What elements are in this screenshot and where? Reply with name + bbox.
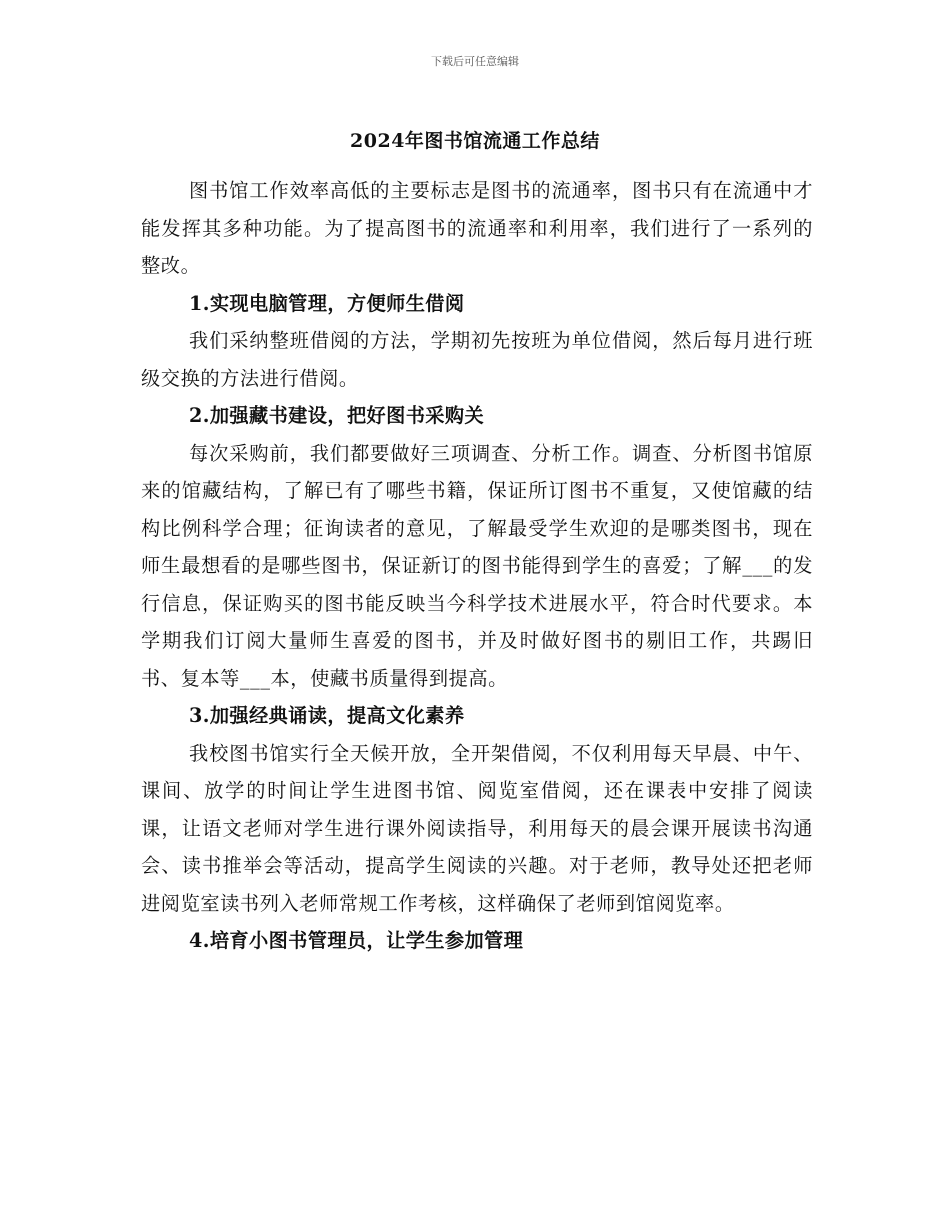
section-paragraph-3: 我校图书馆实行全天候开放，全开架借阅，不仅利用每天早晨、中午、课间、放学的时间让学生进图书馆、阅览室借阅，还在课表中安排了阅读课，让语文老师对学生进行课外阅读指导，利用每天的晨会课开展读书沟通会、读书推举会等活动，提高学生阅读的兴趣。对于老师，教导处还把老师进阅览室读书列入老师常规工作考核，这样确保了老师到馆阅览率。 [141,741,813,915]
section-paragraph-2: 每次采购前，我们都要做好三项调查、分析工作。调查、分析图书馆原来的馆藏结构，了解已有了哪些书籍，保证所订图书不重复，又使馆藏的结构比例科学合理；征询读者的意见，了解最受学生欢迎的是哪类图书，现在师生最想看的是哪些图书，保证新订的图书能得到学生的喜爱；了解___的发行信息，保证购买的图书能反映当今科学技术进展水平，符合时代要求。本学期我们订阅大量师生喜爱的图书，并及时做好图书的剔旧工作，共踢旧书、复本等___本，使藏书质量得到提高。 [141,441,813,690]
document-title: 2024年图书馆流通工作总结 [350,130,600,152]
intro-paragraph: 图书馆工作效率高低的主要标志是图书的流通率，图书只有在流通中才能发挥其多种功能。为了提高图书的流通率和利用率，我们进行了一系列的整改。 [141,179,813,277]
section-heading-1: 1.实现电脑管理，方便师生借阅 [189,291,465,315]
header-note: 下载后可任意编辑 [431,55,519,68]
section-heading-4: 4.培育小图书管理员，让学生参加管理 [189,929,524,952]
document-body [141,172,813,960]
section-paragraph-1: 我们采纳整班借阅的方法，学期初先按班为单位借阅，然后每月进行班级交换的方法进行借阅。 [141,329,813,390]
section-heading-3: 3.加强经典诵读，提高文化素养 [189,704,465,727]
section-heading-2: 2.加强藏书建设，把好图书采购关 [189,404,485,427]
